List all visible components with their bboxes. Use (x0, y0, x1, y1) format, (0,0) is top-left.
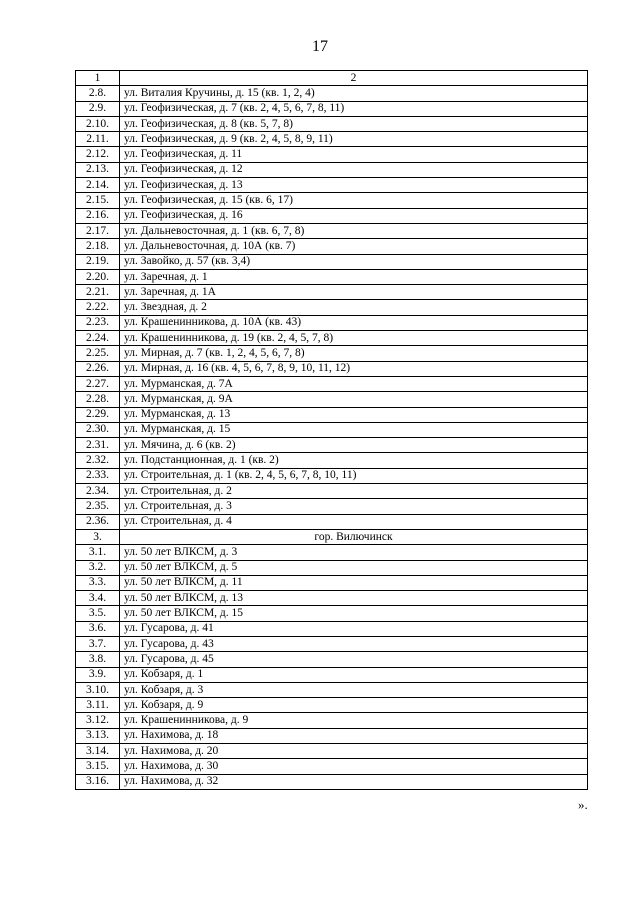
row-address: ул. Строительная, д. 2 (120, 484, 588, 499)
table-row (76, 147, 588, 162)
row-number: 2.19. (76, 254, 120, 269)
table-row (76, 346, 588, 361)
table-row (76, 744, 588, 759)
row-number: 2.11. (76, 132, 120, 147)
row-number: 3.13. (76, 728, 120, 743)
row-number: 2.12. (76, 147, 120, 162)
table-row (76, 223, 588, 238)
row-number: 2.17. (76, 223, 120, 238)
row-number: 3.6. (76, 621, 120, 636)
row-address: ул. Нахимова, д. 30 (120, 759, 588, 774)
row-number: 3.3. (76, 575, 120, 590)
row-address: ул. Строительная, д. 3 (120, 499, 588, 514)
table-row (76, 285, 588, 300)
row-number: 2.28. (76, 392, 120, 407)
row-address: ул. Строительная, д. 4 (120, 514, 588, 529)
row-address: ул. Мурманская, д. 9А (120, 392, 588, 407)
closing-quote-mark: ». (578, 797, 588, 812)
row-number: 2.24. (76, 331, 120, 346)
row-number: 2.8. (76, 86, 120, 101)
row-address: ул. Кобзаря, д. 1 (120, 667, 588, 682)
table-row (76, 728, 588, 743)
row-number: 2.35. (76, 499, 120, 514)
row-address: ул. Строительная, д. 1 (кв. 2, 4, 5, 6, 7, 8, 10, 11) (120, 468, 588, 483)
table-row (76, 591, 588, 606)
row-address: ул. Геофизическая, д. 16 (120, 208, 588, 223)
table-row (76, 361, 588, 376)
row-number: 3. (76, 529, 120, 544)
row-address: ул. 50 лет ВЛКСМ, д. 5 (120, 560, 588, 575)
row-number: 2.21. (76, 285, 120, 300)
row-address: ул. Мурманская, д. 13 (120, 407, 588, 422)
row-number: 3.1. (76, 545, 120, 560)
row-address: ул. Заречная, д. 1А (120, 285, 588, 300)
row-address: ул. Заречная, д. 1 (120, 269, 588, 284)
table-row (76, 560, 588, 575)
row-number: 3.5. (76, 606, 120, 621)
row-address: ул. Гусарова, д. 41 (120, 621, 588, 636)
row-address: ул. Нахимова, д. 18 (120, 728, 588, 743)
row-address: ул. Дальневосточная, д. 10А (кв. 7) (120, 239, 588, 254)
row-number: 3.9. (76, 667, 120, 682)
row-number: 2.32. (76, 453, 120, 468)
table-row (76, 254, 588, 269)
table-row (76, 621, 588, 636)
row-number: 3.11. (76, 698, 120, 713)
row-address: ул. Гусарова, д. 43 (120, 636, 588, 651)
row-address: ул. Нахимова, д. 20 (120, 744, 588, 759)
section-row (76, 529, 588, 544)
row-address: ул. Геофизическая, д. 13 (120, 178, 588, 193)
table-row (76, 101, 588, 116)
row-number: 2.13. (76, 162, 120, 177)
row-number: 3.10. (76, 682, 120, 697)
table-row (76, 315, 588, 330)
row-address: ул. Завойко, д. 57 (кв. 3,4) (120, 254, 588, 269)
row-number: 2.22. (76, 300, 120, 315)
row-address: ул. Гусарова, д. 45 (120, 652, 588, 667)
table-row (76, 208, 588, 223)
table-row (76, 162, 588, 177)
header-col-address: 2 (120, 71, 588, 86)
table-row (76, 468, 588, 483)
table-row (76, 300, 588, 315)
row-address: ул. Мирная, д. 16 (кв. 4, 5, 6, 7, 8, 9, 10, 11, 12) (120, 361, 588, 376)
row-number: 3.4. (76, 591, 120, 606)
row-address: ул. Геофизическая, д. 12 (120, 162, 588, 177)
row-number: 2.36. (76, 514, 120, 529)
table-row (76, 331, 588, 346)
row-address: ул. Кобзаря, д. 3 (120, 682, 588, 697)
table-row (76, 438, 588, 453)
row-address: гор. Вилючинск (120, 529, 588, 544)
row-number: 3.2. (76, 560, 120, 575)
row-number: 2.27. (76, 376, 120, 391)
table-row (76, 116, 588, 131)
table-row (76, 453, 588, 468)
row-address: ул. 50 лет ВЛКСМ, д. 13 (120, 591, 588, 606)
row-address: ул. 50 лет ВЛКСМ, д. 11 (120, 575, 588, 590)
table-row (76, 713, 588, 728)
table-row (76, 759, 588, 774)
row-number: 3.8. (76, 652, 120, 667)
row-number: 2.29. (76, 407, 120, 422)
row-address: ул. Крашенинникова, д. 19 (кв. 2, 4, 5, 7, 8) (120, 331, 588, 346)
row-address: ул. Геофизическая, д. 7 (кв. 2, 4, 5, 6, 7, 8, 11) (120, 101, 588, 116)
row-address: ул. Кобзаря, д. 9 (120, 698, 588, 713)
table-row (76, 269, 588, 284)
table-row (76, 636, 588, 651)
table-row (76, 407, 588, 422)
table-row (76, 606, 588, 621)
table-row (76, 392, 588, 407)
row-address: ул. Крашенинникова, д. 10А (кв. 43) (120, 315, 588, 330)
row-address: ул. Дальневосточная, д. 1 (кв. 6, 7, 8) (120, 223, 588, 238)
row-number: 3.14. (76, 744, 120, 759)
table-row (76, 652, 588, 667)
row-number: 2.20. (76, 269, 120, 284)
table-row (76, 178, 588, 193)
row-number: 2.34. (76, 484, 120, 499)
row-address: ул. 50 лет ВЛКСМ, д. 15 (120, 606, 588, 621)
row-number: 2.31. (76, 438, 120, 453)
row-number: 2.10. (76, 116, 120, 131)
table-body (76, 71, 588, 790)
row-address: ул. Мирная, д. 7 (кв. 1, 2, 4, 5, 6, 7, 8) (120, 346, 588, 361)
table-header-row (76, 71, 588, 86)
row-address: ул. Геофизическая, д. 8 (кв. 5, 7, 8) (120, 116, 588, 131)
table-row (76, 667, 588, 682)
row-number: 3.15. (76, 759, 120, 774)
row-number: 2.23. (76, 315, 120, 330)
row-number: 2.33. (76, 468, 120, 483)
table-row (76, 484, 588, 499)
row-number: 2.26. (76, 361, 120, 376)
page-number: 17 (312, 38, 328, 55)
row-number: 3.16. (76, 774, 120, 789)
row-address: ул. Геофизическая, д. 11 (120, 147, 588, 162)
row-number: 3.12. (76, 713, 120, 728)
row-number: 2.30. (76, 422, 120, 437)
row-number: 2.9. (76, 101, 120, 116)
row-number: 2.25. (76, 346, 120, 361)
address-table (75, 70, 588, 790)
row-address: ул. Звездная, д. 2 (120, 300, 588, 315)
row-address: ул. Мурманская, д. 15 (120, 422, 588, 437)
table-row (76, 514, 588, 529)
row-number: 2.18. (76, 239, 120, 254)
table-row (76, 682, 588, 697)
table-row (76, 545, 588, 560)
row-address: ул. Подстанционная, д. 1 (кв. 2) (120, 453, 588, 468)
table-row (76, 698, 588, 713)
table-row (76, 422, 588, 437)
row-address: ул. Мячина, д. 6 (кв. 2) (120, 438, 588, 453)
table-row (76, 376, 588, 391)
table-row (76, 239, 588, 254)
row-address: ул. Нахимова, д. 32 (120, 774, 588, 789)
row-address: ул. Геофизическая, д. 15 (кв. 6, 17) (120, 193, 588, 208)
table-row (76, 575, 588, 590)
table-row (76, 193, 588, 208)
row-address: ул. Мурманская, д. 7А (120, 376, 588, 391)
table-row (76, 499, 588, 514)
row-number: 3.7. (76, 636, 120, 651)
row-address: ул. Крашенинникова, д. 9 (120, 713, 588, 728)
table-row (76, 774, 588, 789)
row-address: ул. Виталия Кручины, д. 15 (кв. 1, 2, 4) (120, 86, 588, 101)
header-col-number: 1 (76, 71, 120, 86)
row-number: 2.14. (76, 178, 120, 193)
row-number: 2.16. (76, 208, 120, 223)
table-row (76, 132, 588, 147)
row-address: ул. Геофизическая, д. 9 (кв. 2, 4, 5, 8, 9, 11) (120, 132, 588, 147)
row-address: ул. 50 лет ВЛКСМ, д. 3 (120, 545, 588, 560)
table-row (76, 86, 588, 101)
row-number: 2.15. (76, 193, 120, 208)
